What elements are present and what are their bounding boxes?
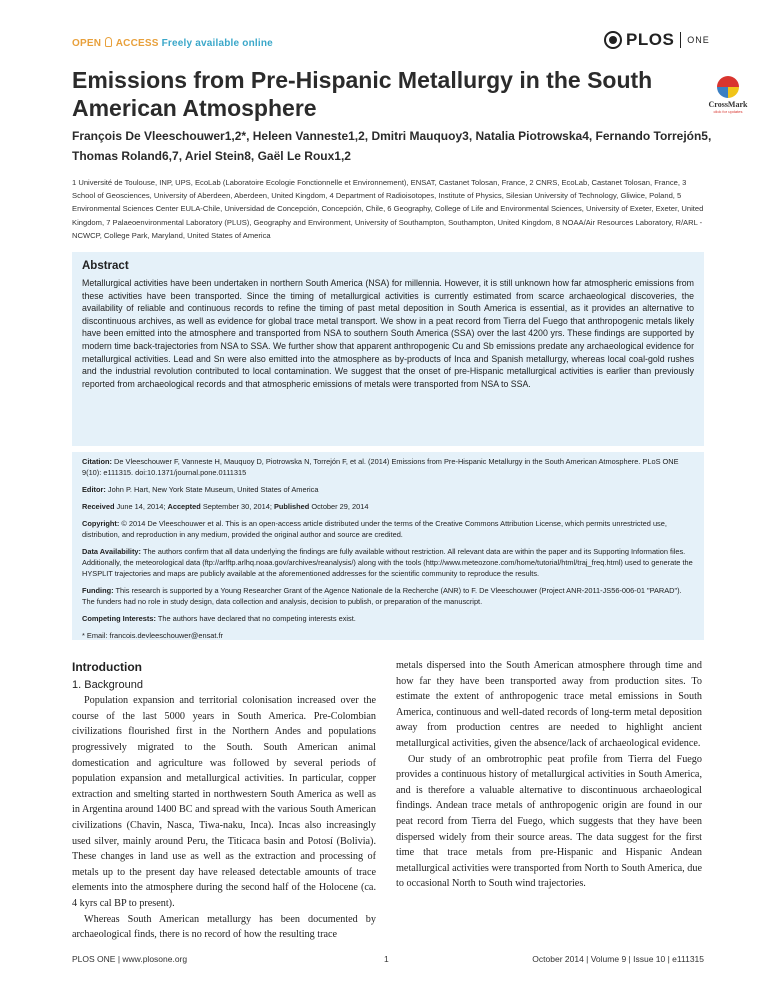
publisher-name: PLOS [626, 30, 675, 49]
funding-text: This research is supported by a Young Researcher Grant of the Agence Nationale de la Recherche (ANR) to F. De Vleeschouwer (Project ANR-2011-JS56-006-01 "PARAD"). The funders had no role in study design, data collection and analysis, decision to publish, or preparation of the manuscript. [82, 586, 682, 606]
data-availability-label: Data Availability: [82, 547, 142, 556]
citation-block [82, 456, 694, 478]
competing-interests-block [82, 613, 694, 624]
editor-block [82, 484, 694, 495]
crossmark-badge[interactable] [708, 76, 748, 114]
abstract-heading: Abstract [82, 260, 129, 272]
email-block: * Email: francois.devleeschouwer@ensat.fr [82, 631, 224, 640]
open-label: OPEN [72, 38, 102, 49]
footer-issue: October 2014 | Volume 9 | Issue 10 | e111315 [532, 954, 704, 964]
competing-interests-label: Competing Interests: [82, 614, 156, 623]
journal-name: ONE [687, 35, 710, 45]
dates-block [82, 501, 694, 512]
copyright-block [82, 518, 694, 540]
crossmark-label: CrossMark [708, 100, 748, 109]
accepted-date: September 30, 2014; [202, 502, 272, 511]
body-column-left [72, 660, 376, 943]
competing-interests-text: The authors have declared that no competing interests exist. [157, 614, 356, 623]
data-availability-block [82, 546, 694, 579]
plos-logo-icon [604, 31, 622, 49]
editor-text: John P. Hart, New York State Museum, United States of America [107, 485, 319, 494]
accepted-label: Accepted [167, 502, 201, 511]
crossmark-sub: click for updates [713, 109, 743, 114]
body-column-right [396, 658, 702, 892]
citation-label: Citation: [82, 457, 112, 466]
open-access-banner [72, 37, 273, 49]
plos-one-logo [604, 30, 710, 50]
introduction-heading: Introduction [72, 660, 142, 674]
received-label: Received [82, 502, 115, 511]
footer-page-number: 1 [384, 954, 389, 964]
open-lock-icon [105, 37, 112, 47]
body-paragraph: metals dispersed into the South American atmosphere through time and how far they have been transported away from production sites. To estimate the extent of anthropogenic trace metal emissions in South America, continuous and well-dated records of long-term metal deposition away from production centres are needed to highlight ancient metallurgical activities, given the absence/lack of archaeological evidence. [396, 660, 702, 749]
author-list: François De Vleeschouwer1,2*, Heleen Vanneste1,2, Dmitri Mauquoy3, Natalia Piotrowska4, Fernando Torrejón5, Thomas Roland6,7, Ariel Stein8, Gaël Le Roux1,2 [72, 129, 712, 163]
article-title: Emissions from Pre-Hispanic Metallurgy in the South American Atmosphere [72, 67, 653, 121]
abstract-box [72, 252, 704, 446]
copyright-label: Copyright: [82, 519, 120, 528]
background-heading: 1. Background [72, 678, 143, 691]
citation-text: De Vleeschouwer F, Vanneste H, Mauquoy D, Piotrowska N, Torrejón F, et al. (2014) Emissions from Pre-Hispanic Metallurgy in the South American Atmosphere. PLoS ONE 9(10): e111315. doi:10.1371/journal.pone.0111315 [82, 457, 679, 477]
affiliations: 1 Université de Toulouse, INP, UPS, EcoLab (Laboratoire Ecologie Fonctionnelle et Environnement), ENSAT, Castanet Tolosan, France, 2 CNRS, EcoLab, Castanet Tolosan, France, 3 School of Geosciences, University of Aberdeen, Aberdeen, United Kingdom, 4 Department of Radioisotopes, Institute of Physics, Silesian University of Technology, Gliwice, Poland, 5 Environmental Sciences Center EULA-Chile, Universidad de Concepción, Concepción, Chile, 6 Geography, College of Life and Environmental Sciences, University of Exeter, Exeter, United Kingdom, 7 Palaeoenvironmental Laboratory (PLUS), Geography and Environment, University of Southampton, Southampton, United Kingdom, 8 NOAA/Air Resources Laboratory, R/ARL - NCWCP, College Park, Maryland, United States of America [72, 178, 704, 240]
footer-journal: PLOS ONE | www.plosone.org [72, 954, 188, 964]
funding-block [82, 585, 694, 607]
published-date: October 29, 2014 [311, 502, 369, 511]
body-paragraph: Population expansion and territorial colonisation increased over the course of the last 5000 years in South America. Pre-Colombian civilizations flourished first in the Northern Andes and populations progressively migrated to the South. South American animal domestication and agriculture was followed by several periods of population expansion and metallurgical activities. In particular, copper extraction and smelting started in northwestern South America as well as in Argentina around 1400 BC and spread with the various South American civilizations (Chavin, Nasca, Tiwa-naku, Inca). Incas also increasingly used silver, mainly around Peru, the Titicaca basin and Potosí (Bolivia). These changes in land use as well as the extraction and processing of metals up to the present day have released detectable amounts of trace elements into the atmosphere during the second half of the Holocene (ca. 4 kyrs cal BP to present). [72, 695, 376, 909]
abstract-text: Metallurgical activities have been undertaken in northern South America (NSA) for millennia. However, it is still unknown how far atmospheric emissions from these activities have been transported. Since the timing of metallurgical activities is currently estimated from scarce archaeological discoveries, the availability of reliable and continuous records to refine the timing of past metal deposition in South America is essential, as it provides an alternative to discontinuous archives, as well as evidence for global trace metal transport. We show in a peat record from Tierra del Fuego that anthropogenic metals likely have been emitted into the atmosphere and transported from NSA to southern South America (SSA) over the last 4200 yrs. These findings are supported by modern time back-trajectories from NSA to SSA. We further show that apparent anthropogenic Cu and Sb emissions predate any archaeological evidence for metallurgical activities. Lead and Sn were also emitted into the atmosphere as by-products of Inca and Spanish metallurgy, whereas local coal-gold rushes and the industrial revolution contributed to local contamination. We suggest that the onset of pre-Hispanic metallurgical activities is earlier than previously reported from archaeological records and that atmospheric emissions of metals were transported from NSA to SSA. [82, 278, 694, 389]
received-date: June 14, 2014; [116, 502, 166, 511]
published-label: Published [273, 502, 310, 511]
copyright-text: © 2014 De Vleeschouwer et al. This is an open-access article distributed under the terms of the Creative Commons Attribution License, which permits unrestricted use, distribution, and reproduction in any medium, provided the original author and source are credited. [82, 519, 667, 539]
funding-label: Funding: [82, 586, 114, 595]
body-paragraph: Whereas South American metallurgy has been documented by archaeological finds, there is no record of how the resulting trace [72, 913, 376, 941]
article-info-box [72, 452, 704, 640]
logo-divider [680, 32, 681, 48]
access-label: ACCESS [115, 38, 159, 49]
freely-available-label: Freely available online [161, 38, 273, 49]
body-paragraph: Our study of an ombrotrophic peat profile from Tierra del Fuego provides a continuous history of metallurgical activities in South America, and is therefore a valuable alternative to discontinuous archaeological findings. Andean trace metals of anthropogenic origin are found in our peat record from Tierra del Fuego, which suggests that they have been dispersed widely from their source areas. The data suggest for the first time that trace metals from pre-Hispanic and Hispanic Andean metallurgical activities were transported from North to South America, due to occasional North to South wind trajectories. [396, 753, 702, 890]
crossmark-icon [717, 76, 739, 98]
editor-label: Editor: [82, 485, 106, 494]
data-availability-text: The authors confirm that all data underlying the findings are fully available without restriction. All relevant data are within the paper and its Supporting Information files. Additionally, the meteorological data (ftp://arlftp.arlhq.noaa.gov/archives/reanalysis/) along with the tools (http://www.meteozone.com/home/tutorial/html/traj_freq.html) used to generate the HYSPLIT trajectories and maps are publicly available at the aforementioned addresses for the scientific community to reproduce the results. [82, 547, 693, 578]
